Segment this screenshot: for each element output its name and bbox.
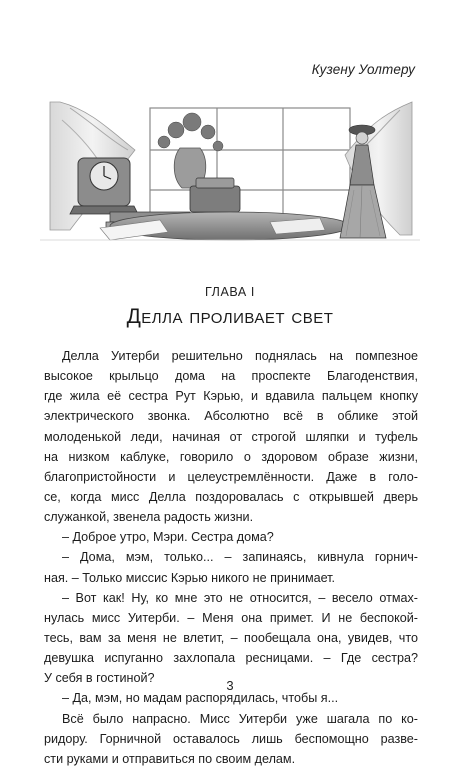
text-line: на низком каблуке, говорило о здоровом образе жизни, xyxy=(44,449,418,464)
text-line: сти руками и отправиться по своим делам. xyxy=(44,751,296,766)
text-line: ридору. Горничной оставалось лишь беспомощно разве- xyxy=(44,731,418,746)
text-line: электрического звонка. Абсолютно всё в облике этой xyxy=(44,409,418,424)
chapter-label: ГЛАВА I xyxy=(204,285,255,299)
text-line: высокое крыльцо дома на проспекте Благоденствия, xyxy=(44,369,418,384)
text-line: нулась мисс Уитерби. – Меня она примет. И не беспокой- xyxy=(44,610,418,625)
text-line: благопристойности и целеустремлённости. Даже в голо- xyxy=(44,469,418,484)
text-line: Делла Уитерби решительно поднялась на помпезное xyxy=(62,349,418,363)
vintage-interior-illustration xyxy=(40,100,420,250)
text-line: молоденькой леди, начиная от строгой шляпки и туфель xyxy=(44,429,418,444)
text-line: – Вот как! Ну, ко мне это не относится, – весело отмах- xyxy=(62,590,418,605)
text-line: служанкой, звенела радость жизни. xyxy=(44,510,254,525)
body-text xyxy=(44,346,418,769)
text-line: У себя в гостиной? xyxy=(44,671,155,686)
text-line: се, когда мисс Делла поздоровалась с открывшей дверь xyxy=(44,489,418,504)
text-line: где жила её сестра Рут Кэрью, и вдавила пальцем кнопку xyxy=(44,389,418,404)
page-number: 3 xyxy=(226,678,234,693)
text-line: – Дома, мэм, только... – запинаясь, кивнула горнич- xyxy=(62,550,418,565)
text-line: Всё было напрасно. Мисс Уитерби уже шагала по ко- xyxy=(62,711,418,726)
chapter-title: Делла проливает свет xyxy=(126,305,334,328)
text-line: – Доброе утро, Мэри. Сестра дома? xyxy=(62,530,274,545)
text-line: девушка испуганно захлопала ресницами. – Где сестра? xyxy=(44,651,418,666)
text-line: тесь, вам за меня не влетит, – пообещала она, увидев, что xyxy=(44,630,418,645)
dedication: Кузену Уолтеру xyxy=(311,62,415,77)
text-line: – Да, мэм, но мадам распорядилась, чтобы я... xyxy=(62,691,339,706)
text-line: ная. – Только миссис Кэрью никого не принимает. xyxy=(44,570,336,585)
